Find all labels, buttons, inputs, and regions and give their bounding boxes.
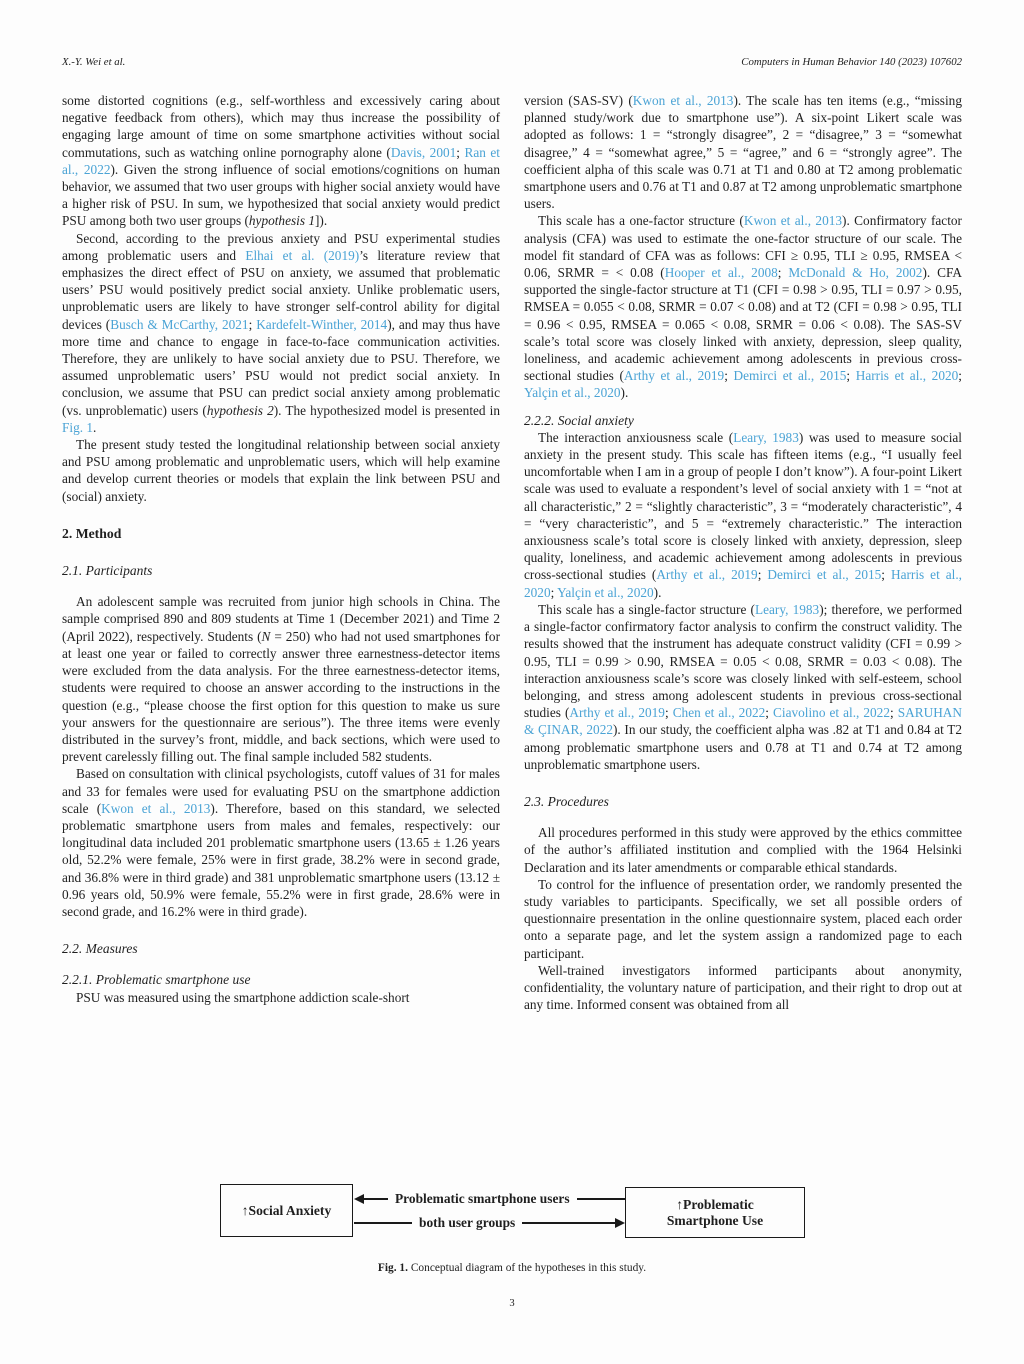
paragraph: some distorted cognitions (e.g., self-worthless and excessively caring about negative feedback from others), which may thus increase the possibility of engaging large amount of time on some smartphone activities without social commutations, such as watching online pornography alone (Davis, 2001; Ran et al., 2022). Given the strong influence of social emotions/cognitions on human behavior, we assumed that two user groups with higher social anxiety would have a higher risk of PSU. In sum, we hypothesized that social anxiety would predict PSU among both two user groups (hypothesis 1]). <box>62 93 500 229</box>
paragraph: Based on consultation with clinical psychologists, cutoff values of 31 for males and 33 for females were used for evaluating PSU on the smartphone addiction scale (Kwon et al., 2013). Therefore, based on this standard, we selected problematic smartphone users from males and females, respectively: our longitudinal data included 201 problematic smartphone users (13.65 ± 1.26 years old, 52.2% were female, 25% were in first grade, 38.2% were in second grade, and 36.8% were in third grade) and 381 unproblematic smartphone users (13.12 ± 0.96 years old, 50.9% were female, 55.2% were in first grade, 28.6% were in second grade, and 16.2% were in third grade). <box>62 766 500 919</box>
paragraph: To control for the influence of presentation order, we randomly presented the study variables to participants. Specifically, we set all possible orders of questionnaire presentation in the online questionnaire system, placed each order onto a separate page, and let the system assign a randomized page to each participant. <box>524 876 962 961</box>
figure-box-social-anxiety-label: ↑Social Anxiety <box>241 1202 332 1218</box>
paragraph: Well-trained investigators informed participants about anonymity, confidentiality, the voluntary nature of participation, and their right to drop out at any time. Informed consent was obtained from all <box>524 962 962 1013</box>
page-number: 3 <box>509 1298 515 1309</box>
figure-top-arrow-label: Problematic smartphone users <box>395 1191 570 1206</box>
citation-link[interactable]: Harris et al., 2020 <box>855 368 959 384</box>
citation-link[interactable]: Fig. 1 <box>62 419 94 435</box>
citation-link[interactable]: Harris et al., 2020 <box>524 567 962 600</box>
paragraph: Second, according to the previous anxiety and PSU experimental studies among problematic users and Elhai et al. (2019)’s literature review that emphasizes the direct effect of PSU on anxiety, we assumed that problematic users’ PSU would positively predict social anxiety. Unlike problematic users, unproblematic users are likely to have stronger self-control ability for digital devices (Busch & McCarthy, 2021; Kardefelt-Winther, 2014), and may thus have more time and chance to engage in face-to-face communication activities. Therefore, they are unlikely to have social anxiety due to PSU. Therefore, we assumed unproblematic users’ PSU would not predict social anxiety. In conclusion, we assume that PSU can predict social anxiety among problematic (vs. unproblematic) users (hypothesis 2). The hypothesized model is presented in Fig. 1. <box>62 230 501 435</box>
citation-link[interactable]: Chen et al., 2022 <box>672 705 766 721</box>
citation-link[interactable]: Demirci et al., 2015 <box>767 567 882 583</box>
arrow-line <box>522 1222 615 1224</box>
citation-link[interactable]: Kardefelt-Winther, 2014 <box>256 316 388 332</box>
citation-link[interactable]: Arthy et al., 2019 <box>569 705 665 721</box>
citation-link[interactable]: Demirci et al., 2015 <box>733 368 847 384</box>
paragraph: This scale has a single-factor structure (Leary, 1983); therefore, we performed a single-factor confirmatory factor analysis to confirm the construct validity. The results showed that the instrument has adequate construct validity (CFI = 0.99 > 0.95, TLI = 0.99 > 0.90, RMSEA = 0.05 < 0.08, SRMR = 0.03 < 0.08). The interaction anxiousness scale’s score was closely linked with self-esteem, school belonging, and stress among adolescent students in previous cross-sectional studies (Arthy et al., 2019; Chen et al., 2022; Ciavolino et al., 2022; SARUHAN & ÇINAR, 2022). In our study, the coefficient alpha was .82 at T1 and 0.84 at T2 among problematic smartphone users and 0.78 at T1 and 0.74 at T2 among unproblematic smartphone users. <box>524 601 963 772</box>
citation-link[interactable]: SARUHAN & ÇINAR, 2022 <box>524 705 962 738</box>
figure-box-psu-line2: Smartphone Use <box>666 1212 764 1228</box>
citation-link[interactable]: Yalçin et al., 2020 <box>524 385 621 401</box>
citation-link[interactable]: Yalçin et al., 2020 <box>557 584 654 600</box>
citation-link[interactable]: Davis, 2001 <box>390 144 457 160</box>
citation-link[interactable]: Ciavolino et al., 2022 <box>773 705 890 721</box>
arrow-left-icon <box>354 1194 364 1204</box>
citation-link[interactable]: Kwon et al., 2013 <box>743 213 843 229</box>
paragraph: The present study tested the longitudinal relationship between social anxiety and PSU among problematic and unproblematic users, which will help examine and develop current theories or models that explain the link between PSU and (social) anxiety. <box>62 437 500 504</box>
figure-box-psu-line1: ↑Problematic <box>676 1196 754 1212</box>
running-head <box>62 56 962 68</box>
paragraph: This scale has a one-factor structure (Kwon et al., 2013). Confirmatory factor analysis (CFA) was used to estimate the one-factor structure of our scale. The model fit standard of CFA was as follows: CFI ≥ 0.95, TLI ≥ 0.95, RMSEA < 0.06, SRMR = < 0.08 (Hooper et al., 2008; McDonald & Ho, 2002). CFA supported the single-factor structure at T1 (CFI = 0.98 > 0.95, TLI = 0.97 > 0.95, RMSEA = 0.055 < 0.08, SRMR = 0.07 < 0.08) and at T2 (CFI = 0.98 > 0.95, TLI = 0.96 < 0.95, RMSEA = 0.065 < 0.08, SRMR = 0.06 < 0.08). The SAS-SV scale’s total score was closely linked with anxiety, depression, sleep quality, loneliness, and academic achievement among adolescents in previous cross-sectional studies (Arthy et al., 2019; Demirci et al., 2015; Harris et al., 2020; Yalçin et al., 2020). <box>524 213 962 401</box>
citation-link[interactable]: McDonald & Ho, 2002 <box>788 265 923 281</box>
right-column <box>524 92 962 1013</box>
subsubsection-heading: 2.2.1. Problematic smartphone use <box>62 972 251 988</box>
citation-link[interactable]: Leary, 1983 <box>733 429 799 445</box>
arrow-line <box>364 1198 388 1200</box>
citation-link[interactable]: Hooper et al., 2008 <box>664 265 778 281</box>
paragraph: The interaction anxiousness scale (Leary, 1983) was used to measure social anxiety in the present study. This scale has fifteen items (e.g., “I usually feel uncomfortable when I am in a group of people I don’t know”). A four-point Likert scale was used to evaluate a respondent’s level of social anxiety with 1 = “not at all characteristic,” 2 = “slightly characteristic”, 3 = “moderately characteristic”, 4 = “very characteristic”, and 5 = “extremely characteristic.” The interaction anxiousness scale’s total score is closely linked with anxiety, depression, sleep quality, loneliness, and academic achievement among adolescents in previous cross-sectional studies (Arthy et al., 2019; Demirci et al., 2015; Harris et al., 2020; Yalçin et al., 2020). <box>524 429 962 600</box>
citation-link[interactable]: Arthy et al., 2019 <box>656 567 758 583</box>
italic-text: N <box>261 628 271 644</box>
arrow-line <box>354 1222 412 1224</box>
italic-text: hypothesis 1 <box>248 213 315 229</box>
left-column <box>62 92 500 1013</box>
arrow-line <box>577 1198 625 1200</box>
figure-caption <box>0 1262 1024 1274</box>
figure-box-social-anxiety <box>220 1184 353 1237</box>
running-head-journal: Computers in Human Behavior 140 (2023) 107602 <box>741 56 962 68</box>
citation-link[interactable]: Kwon et al., 2013 <box>632 93 734 108</box>
subsection-heading: 2.1. Participants <box>62 563 153 579</box>
subsubsection-heading: 2.2.2. Social anxiety <box>524 412 634 428</box>
figure-caption-label: Fig. 1. <box>377 1262 408 1274</box>
subsection-heading: 2.3. Procedures <box>524 793 609 809</box>
figure-bottom-arrow-label: both user groups <box>419 1215 516 1230</box>
paragraph: PSU was measured using the smartphone addiction scale-short <box>76 989 410 1005</box>
citation-link[interactable]: Ran et al., 2022 <box>62 144 500 177</box>
subsection-heading: 2.2. Measures <box>62 941 138 957</box>
figure-arrow-top <box>354 1189 625 1210</box>
figure-1-diagram <box>62 1184 962 1240</box>
arrow-right-icon <box>615 1218 625 1228</box>
citation-link[interactable]: Arthy et al., 2019 <box>623 368 725 384</box>
article-body <box>62 92 962 1013</box>
paragraph: version (SAS-SV) (Kwon et al., 2013). The scale has ten items (e.g., “missing planned study/work due to smartphone use”). A six-point Likert scale was adopted as follows: 1 = “strongly disagree”, 2 = “disagree,” 3 = “somewhat disagree,” 4 = “somewhat agree,” 5 = “agree,” and 6 = “strongly agree”. The coefficient alpha of this scale was 0.71 at T1 and 0.80 at T2 among problematic smartphone users and 0.76 at T1 and 0.87 at T2 among unproblematic smartphone users. <box>524 93 962 212</box>
citation-link[interactable]: Leary, 1983 <box>754 601 820 617</box>
paragraph: An adolescent sample was recruited from junior high schools in China. The sample comprised 890 and 809 students at Time 1 (December 2021) and Time 2 (April 2022), respectively. Students (N = 250) who had not used smartphones for at least one year or failed to correctly answer three earnestness-detector items were excluded from the data analysis. For the three earnestness-detector items, students were required to choose an answer according to the instructions in the question (e.g., “please choose the first option for this question to make us sure your answers for the questionnaire are serious”). The three items were evenly distributed in the survey’s front, middle, and back sections, which were used to prevent carelessly filling out. The final sample included 582 students. <box>62 594 500 765</box>
paragraph: All procedures performed in this study were approved by the ethics committee of the author’s affiliated institution and complied with the 1964 Helsinki Declaration and its later amendments or comparable ethical standards. <box>524 825 962 875</box>
citation-link[interactable]: Elhai et al. (2019) <box>245 247 360 263</box>
figure-caption-text: Conceptual diagram of the hypotheses in this study. <box>410 1262 647 1274</box>
figure-arrow-bottom <box>354 1213 625 1234</box>
italic-text: hypothesis 2 <box>206 402 274 418</box>
section-heading: 2. Method <box>62 525 122 541</box>
citation-link[interactable]: Kwon et al., 2013 <box>101 800 211 816</box>
figure-arrows <box>354 1184 625 1238</box>
citation-link[interactable]: Busch & McCarthy, 2021 <box>110 316 249 332</box>
running-head-authors: X.-Y. Wei et al. <box>62 56 126 68</box>
figure-box-problematic-smartphone-use <box>625 1187 805 1238</box>
